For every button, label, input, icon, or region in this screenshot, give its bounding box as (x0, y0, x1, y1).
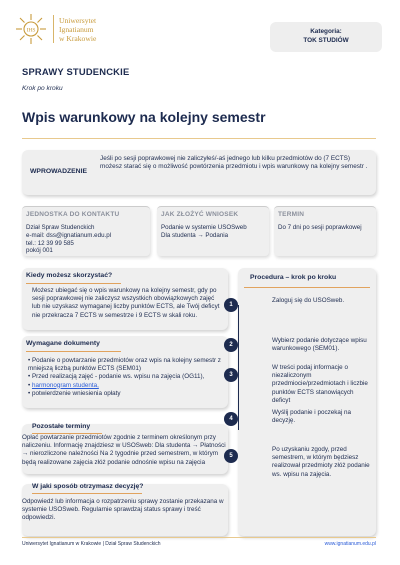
procedure-title: Procedura – krok po kroku (250, 274, 337, 281)
how-heading: JAK ZŁOŻYĆ WNIOSEK (161, 211, 239, 218)
step-1-text: Zaloguj się do USOSweb. (272, 297, 345, 304)
contact-unit: Dział Spraw Studenckich (26, 224, 95, 231)
logo-line-1: Uniwersytet (59, 15, 97, 25)
procedure-timeline (238, 305, 239, 430)
how-line-2: Dla studenta → Podania (161, 231, 229, 239)
contact-email[interactable]: e-mail: dss@ignatianum.edu.pl (26, 231, 112, 239)
footer-website-link[interactable]: www.ignatianum.edu.pl (324, 541, 376, 547)
eligibility-text: Możesz ubiegać się o wpis warunkowy na kolejny semestr, gdy po sesji poprawkowej nie zaliczysz wszystkich obowiązkowych zajęć lub nie uzyskasz wymaganej liczby punktów ECTS, ale Twój deficyt nie przekracza 7 ECTS w semestrze i 9 ECTS w skali roku. (32, 287, 220, 319)
contact-room: pokój 001 (26, 247, 53, 255)
intro-label: WPROWADZENIE (30, 168, 88, 175)
category-label: Kategoria: (310, 28, 342, 35)
step-5-text: Po uzyskaniu zgody, przed semestrem, w którym będziesz realizował przedmioty złóż podanie ws. wpisu na zajęcia. (272, 446, 370, 478)
how-details (161, 224, 247, 240)
document-item: • harmonogram studenta, (28, 381, 99, 389)
title-divider (22, 138, 376, 139)
other-deadlines-title: Pozostałe terminy (32, 423, 91, 430)
how-to-apply-panel (157, 206, 269, 256)
university-logo[interactable] (14, 12, 124, 46)
step-3-marker: 3 (224, 368, 238, 382)
footer-divider (22, 537, 376, 538)
eligibility-rule (26, 283, 121, 284)
logo-line-2: Ignatianum (59, 24, 94, 34)
page-subtitle: Krok po kroku (22, 85, 63, 92)
logo-divider (53, 15, 54, 43)
contact-heading: JEDNOSTKA DO KONTAKTU (26, 211, 120, 218)
how-line-1: Podanie w systemie USOSweb (161, 224, 247, 231)
sun-emblem-icon (14, 12, 48, 46)
step-2-marker: 2 (224, 338, 238, 352)
deadline-panel (274, 206, 376, 256)
other-deadlines-box (22, 424, 228, 474)
document-item: • Przed realizacją zajęć - podanie ws. wpisu na zajęcia (OG11), (28, 373, 205, 381)
harmonogram-link[interactable]: harmonogram studenta, (31, 381, 99, 389)
svg-text:IHS: IHS (26, 27, 36, 34)
deadline-heading: TERMIN (278, 211, 305, 218)
contact-panel (22, 206, 150, 256)
step-3-text: W treści podaj informacje o niezaliczonym przedmiocie/przedmiotach i liczbie punktów ECTS stanowiących deficyt (272, 364, 368, 404)
category-badge (270, 22, 382, 52)
eligibility-box (22, 268, 228, 330)
logo-line-3: w Krakowie (59, 33, 97, 43)
other-deadlines-text: Opłać powtarzanie przedmiotów zgodnie z terminem określonym przy naliczeniu. Informację znajdziesz w USOSweb: Dla studenta → Płatności → nierozliczone należności Na 2 tygodnie przed semestrem, w którym będą realizowane zajęcia złóż podanie odnośnie wpisu na zajęcia (22, 434, 226, 466)
section-label: SPRAWY STUDENCKIE (22, 66, 130, 77)
contact-details (26, 224, 111, 255)
documents-title: Wymagane dokumenty (26, 340, 100, 347)
step-4-text: Wyślij podanie i poczekaj na decyzję. (272, 409, 352, 425)
documents-box (22, 336, 228, 408)
decision-rule (32, 493, 142, 494)
decision-box (22, 484, 228, 536)
contact-phone[interactable]: tel.: 12 39 99 585 (26, 239, 74, 247)
decision-title: W jaki sposób otrzymasz decyzję? (32, 483, 144, 490)
intro-text: Jeśli po sesji poprawkowej nie zaliczyłeś/-aś jednego lub kilku przedmiotów do (7 ECTS) możesz starać się o możliwość powtórzenia przedmiotu i wpis warunkowy na kolejny semestr . (100, 155, 368, 171)
category-value: TOK STUDIÓW (303, 36, 349, 44)
documents-rule (26, 351, 121, 352)
step-1-marker: 1 (224, 298, 238, 312)
document-item: • Podanie o powtarzanie przedmiotów oraz wpis na kolejny semestr z mniejszą liczbą punktów ECTS (SEM01) (28, 357, 221, 373)
document-item: • potwierdzenie wniesienia opłaty (28, 389, 121, 397)
decision-text: Odpowiedź lub informacja o rozpatrzeniu sprawy zostanie przekazana w systemie USOSweb. Regularnie sprawdzaj status sprawy i treść odpowiedzi. (22, 498, 224, 522)
deadline-line-1: Do 7 dni po sesji poprawkowej (278, 224, 362, 231)
logo-wordmark (59, 16, 96, 43)
page-title: Wpis warunkowy na kolejny semestr (22, 109, 266, 125)
step-5-marker: 5 (224, 449, 238, 463)
step-2-text: Wybierz podanie dotyczące wpisu warunkowego (SEM01). (272, 337, 367, 353)
eligibility-title: Kiedy możesz skorzystać? (26, 272, 113, 279)
intro-card (22, 150, 376, 195)
footer-text: Uniwersytet Ignatianum w Krakowie | Dział Spraw Studenckich (22, 541, 161, 547)
procedure-rule (244, 287, 370, 288)
deadline-details (278, 224, 362, 232)
step-4-marker: 4 (224, 412, 238, 426)
documents-list (28, 357, 224, 398)
